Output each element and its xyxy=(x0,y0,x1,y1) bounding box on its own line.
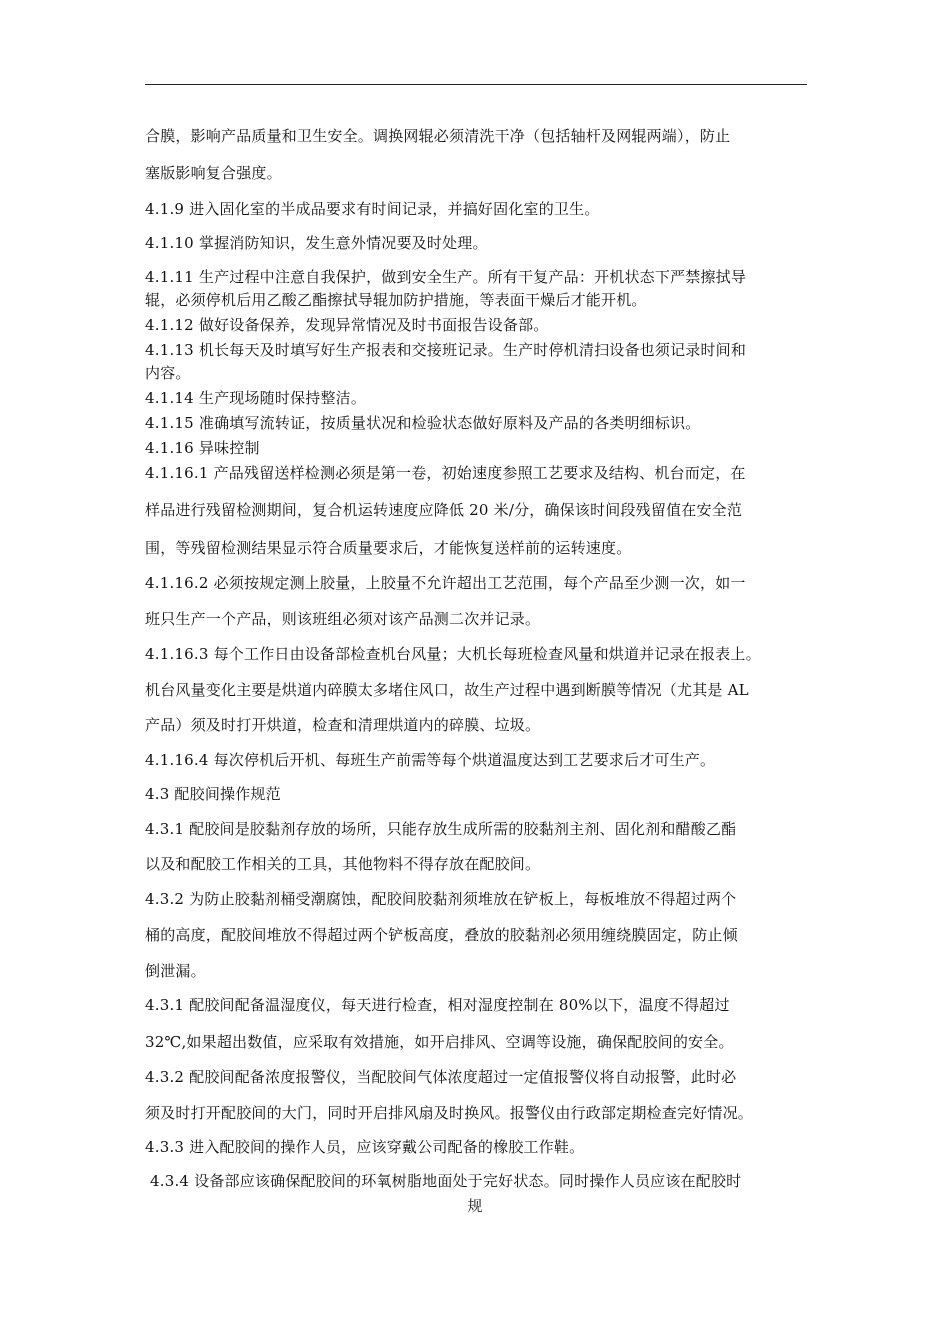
text-line: 机台风量变化主要是烘道内碎膜太多堵住风口，故生产过程中遇到断膜等情况（尤其是 AL xyxy=(145,681,749,699)
text-line: 4.1.14 生产现场随时保持整洁。 xyxy=(145,389,367,407)
text-line: 内容。 xyxy=(145,364,191,382)
text-line: 桶的高度，配胶间堆放不得超过两个铲板高度，叠放的胶黏剂必须用缠绕膜固定，防止倾 xyxy=(145,926,738,944)
text-line: 4.1.16.2 必须按规定测上胶量，上胶量不允许超出工艺范围，每个产品至少测一次，如一 xyxy=(145,574,746,592)
section-heading: 4.3 配胶间操作规范 xyxy=(145,785,281,803)
text-line: 4.1.12 做好设备保养，发现异常情况及时书面报告设备部。 xyxy=(145,316,549,334)
text-line: 辊，必须停机后用乙酸乙酯擦拭导辊加防护措施，等表面干燥后才能开机。 xyxy=(145,291,647,309)
text-line: 合膜，影响产品质量和卫生安全。调换网辊必须清洗干净（包括轴杆及网辊两端），防止 xyxy=(145,127,731,145)
text-line: 以及和配胶工作相关的工具，其他物料不得存放在配胶间。 xyxy=(145,855,541,873)
text-line: 4.1.16.4 每次停机后开机、每班生产前需等每个烘道温度达到工艺要求后才可生产。 xyxy=(145,751,716,769)
text-line: 4.1.10 掌握消防知识，发生意外情况要及时处理。 xyxy=(145,234,488,252)
text-line: 4.1.16.1 产品残留送样检测必须是第一卷，初始速度参照工艺要求及结构、机台而定，在 xyxy=(145,464,746,482)
text-line: 4.3.4 设备部应该确保配胶间的环氧树脂地面处于完好状态。同时操作人员应该在配胶时 xyxy=(150,1172,742,1190)
text-line: 样品进行残留检测期间，复合机运转速度应降低 20 米/分，确保该时间段残留值在安全范 xyxy=(145,501,743,519)
text-line: 围，等残留检测结果显示符合质量要求后，才能恢复送样前的运转速度。 xyxy=(145,539,632,557)
text-line: 4.1.9 进入固化室的半成品要求有时间记录，并搞好固化室的卫生。 xyxy=(145,200,600,218)
text-line: 4.3.2 为防止胶黏剂桶受潮腐蚀，配胶间胶黏剂须堆放在铲板上，每板堆放不得超过两个 xyxy=(145,890,737,908)
text-line: 4.3.2 配胶间配备浓度报警仪，当配胶间气体浓度超过一定值报警仪将自动报警，此时必 xyxy=(145,1068,737,1086)
text-line: 4.1.16 异味控制 xyxy=(145,439,260,457)
text-line: 4.1.13 机长每天及时填写好生产报表和交接班记录。生产时停机清扫设备也须记录时间和 xyxy=(145,341,747,359)
text-line: 4.1.16.3 每个工作日由设备部检查机台风量；大机长每班检查风量和烘道并记录在报表上。 xyxy=(145,645,761,663)
text-line: 4.3.1 配胶间是胶黏剂存放的场所，只能存放生成所需的胶黏剂主剂、固化剂和醋酸乙酯 xyxy=(145,820,737,838)
text-line: 4.1.11 生产过程中注意自我保护，做到安全生产。所有干复产品：开机状态下严禁擦拭导 xyxy=(145,268,747,286)
text-line: 4.3.1 配胶间配备温湿度仪，每天进行检查，相对湿度控制在 80%以下，温度不得超过 xyxy=(145,996,730,1014)
page-footer: 规 xyxy=(467,1197,483,1215)
text-line: 4.3.3 进入配胶间的操作人员，应该穿戴公司配备的橡胶工作鞋。 xyxy=(145,1138,585,1156)
header-rule xyxy=(145,84,807,85)
text-line: 倒泄漏。 xyxy=(145,962,206,980)
text-line: 班只生产一个产品，则该班组必须对该产品测二次并记录。 xyxy=(145,610,541,628)
text-line: 32℃,如果超出数值，应采取有效措施，如开启排风、空调等设施，确保配胶间的安全。 xyxy=(145,1033,734,1051)
text-line: 须及时打开配胶间的大门，同时开启排风扇及时换风。报警仪由行政部定期检查完好情况。 xyxy=(145,1104,754,1122)
text-line: 产品）须及时打开烘道，检查和清理烘道内的碎膜、垃圾。 xyxy=(145,716,541,734)
text-line: 塞版影响复合强度。 xyxy=(145,164,282,182)
text-line: 4.1.15 准确填写流转证，按质量状况和检验状态做好原料及产品的各类明细标识。 xyxy=(145,414,701,432)
